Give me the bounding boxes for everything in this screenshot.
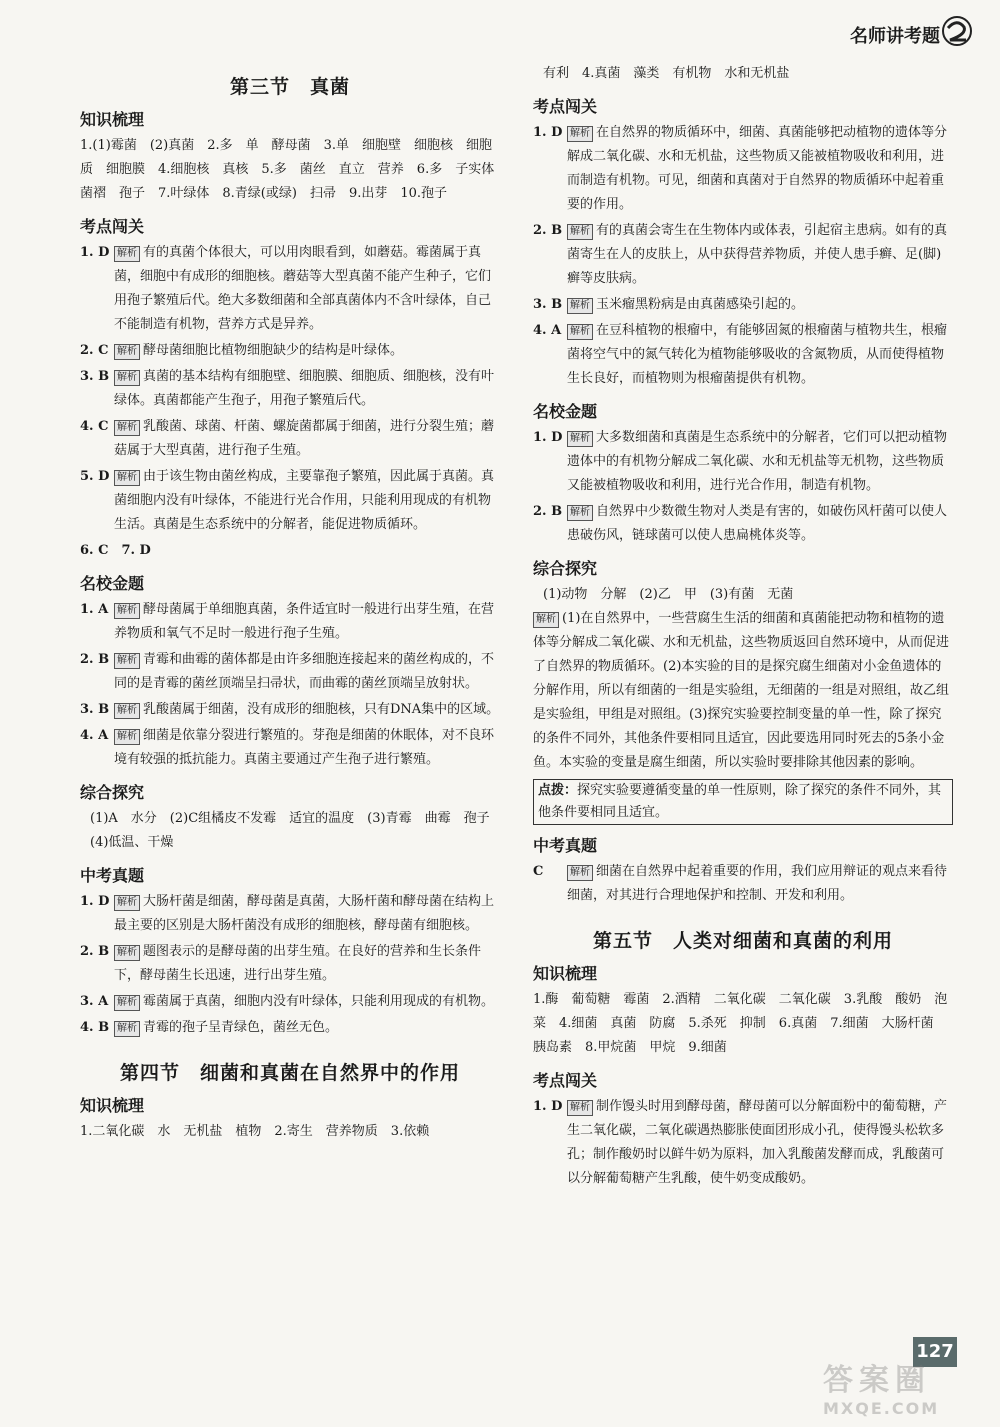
s3-exam-list	[80, 890, 500, 1040]
s3-checkpoint-list	[80, 241, 500, 537]
s3-knowledge-text: 1.(1)霉菌 (2)真菌 2.多 单 酵母菌 3.单 细胞壁 细胞核 细胞质 细胞膜 4.细胞核 真核 5.多 菌丝 直立 营养 6.多 子实体 菌褶 孢子 7.叶绿体 8.青绿(或绿) 扫帚 9.出芽 10.孢子	[80, 138, 508, 201]
answer-item: 1. D 解析 大肠杆菌是细菌，酵母菌是真菌，大肠杆菌和酵母菌在结构上最主要的区别是大肠杆菌没有成形的细胞核，酵母菌有细胞核。	[80, 894, 495, 933]
answer-item: 4. B 解析 青霉的孢子呈青绿色，菌丝无色。	[80, 1020, 339, 1035]
answer-item: 1. D 解析 有的真菌个体很大，可以用肉眼看到，如蘑菇。霉菌属于真菌，细胞中有成形的细胞核。蘑菇等大型真菌不能产生种子，它们用孢子繁殖后代。绝大多数细菌和全部真菌体内不含叶绿体，自己不能制造有机物，营养方式是异养。	[80, 245, 492, 332]
s4-knowledge-heading: 知识梳理	[80, 1096, 145, 1115]
analysis-tag: 解析	[114, 344, 140, 360]
answer-item: 3. B 解析 真菌的基本结构有细胞壁、细胞膜、细胞质、细胞核，没有叶绿体。真菌都能产生孢子，用孢子繁殖后代。	[80, 369, 495, 408]
answer-item: 3. B 解析 乳酸菌属于细菌，没有成形的细胞核，只有DNA集中的区域。	[80, 702, 500, 717]
watermark: 答案圈 MXQE.COM	[823, 1363, 940, 1418]
s4-checkpoint-heading: 考点闯关	[533, 97, 598, 116]
answer-item: 2. B 解析 自然界中少数微生物对人类是有害的，如破伤风杆菌可以使人患破伤风，链球菌可以使人患扁桃体炎等。	[533, 504, 948, 543]
analysis-tag: 解析	[114, 653, 140, 669]
answer-item: 1. A 解析 酵母菌属于单细胞真菌，条件适宜时一般进行出芽生殖，在营养物质和氧气不足时一般进行孢子生殖。	[80, 602, 495, 641]
analysis-tag: 解析	[567, 505, 593, 521]
analysis-tag: 解析	[114, 246, 140, 262]
analysis-tag: 解析	[533, 612, 559, 628]
analysis-tag: 解析	[114, 603, 140, 619]
answer-item: 1. D 解析 制作馒头时用到酵母菌，酵母菌可以分解面粉中的葡萄糖，产生二氧化碳，二氧化碳遇热膨胀使面团形成小孔，使得馒头松软多孔；制作酸奶时以鲜牛奶为原料，加入乳酸菌发酵而成，乳酸菌可以分解葡萄糖产生乳酸，使牛奶变成酸奶。	[533, 1099, 948, 1186]
analysis-tag: 解析	[567, 431, 593, 447]
s3-explore-text: (1)A 水分 (2)C组橘皮不发霉 适宜的温度 (3)青霉 曲霉 孢子 (4)低温、干燥	[90, 811, 503, 850]
s3-school-heading: 名校金题	[80, 574, 145, 593]
s5-knowledge-text: 1.酶 葡萄糖 霉菌 2.酒精 二氧化碳 二氧化碳 3.乳酸 酸奶 泡菜 4.细菌 真菌 防腐 5.杀死 抑制 6.真菌 7.细菌 大肠杆菌 胰岛素 8.甲烷菌 甲烷 9.细菌	[533, 992, 948, 1055]
analysis-tag: 解析	[567, 298, 593, 314]
answer-item: 3. A 解析 霉菌属于真菌，细胞内没有叶绿体，只能利用现成的有机物。	[80, 994, 495, 1009]
s4-school-list	[533, 426, 953, 548]
s4-tip-box: 点拨：探究实验要遵循变量的单一性原则，除了探究的条件不同外，其他条件要相同且适宜。	[533, 779, 953, 825]
analysis-tag: 解析	[567, 126, 593, 142]
analysis-tag: 解析	[114, 1021, 140, 1037]
s5-checkpoint-list	[533, 1095, 953, 1191]
s4-explore-analysis: 解析 (1)在自然界中，一些营腐生生活的细菌和真菌能把动物和植物的遗体等分解成二氧化碳、水和无机盐，这些物质返回自然环境中，从而促进了自然界的物质循环。(2)本实验的目的是探究腐生细菌对小金鱼遗体的分解作用，所以有细菌的一组是实验组，无细菌的一组是对照组，故乙组是实验组，甲组是对照组。(3)探究实验要控制变量的单一性，除了探究的条件不同外，其他条件要相同且适宜，因此要选用同时死去的5条小金鱼。本实验的变量是腐生细菌，所以实验时要排除其他因素的影响。	[533, 611, 950, 770]
analysis-tag: 解析	[114, 420, 140, 436]
s4-knowledge-text: 1.二氧化碳 水 无机盐 植物 2.寄生 营养物质 3.依赖	[80, 1124, 430, 1139]
s4-exam-heading: 中考真题	[533, 836, 598, 855]
s3-checkpoint-extra: 6. C 7. D	[80, 543, 151, 558]
s4-school-heading: 名校金题	[533, 402, 598, 421]
analysis-tag: 解析	[114, 729, 140, 745]
analysis-tag: 解析	[114, 895, 140, 911]
analysis-tag: 解析	[114, 945, 140, 961]
right-column	[533, 62, 953, 1193]
s4-checkpoint-list	[533, 121, 953, 391]
s4-knowledge-cont: 有利 4.真菌 藻类 有机物 水和无机盐	[543, 66, 790, 81]
answer-item: 1. D 解析 大多数细菌和真菌是生态系统中的分解者，它们可以把动植物遗体中的有机物分解成二氧化碳、水和无机盐等无机物，这些物质又能被植物吸收和利用，进行光合作用，制造有机物。	[533, 430, 948, 493]
analysis-tag: 解析	[114, 370, 140, 386]
answer-item: 4. A 解析 细菌是依靠分裂进行繁殖的。芽孢是细菌的休眠体，对不良环境有较强的抵抗能力。真菌主要通过产生孢子进行繁殖。	[80, 728, 495, 767]
s3-exam-heading: 中考真题	[80, 866, 145, 885]
brand-title: 名师讲考题	[850, 26, 940, 47]
s5-checkpoint-heading: 考点闯关	[533, 1071, 598, 1090]
answer-item: 2. B 解析 题图表示的是酵母菌的出芽生殖。在良好的营养和生长条件下，酵母菌生长迅速，进行出芽生殖。	[80, 944, 482, 983]
s4-explore-answer: (1)动物 分解 (2)乙 甲 (3)有菌 无菌	[543, 587, 794, 602]
answer-item: 2. B 解析 有的真菌会寄生在生物体内或体表，引起宿主患病。如有的真菌寄生在人的皮肤上，从中获得营养物质，并使人患手癣、足(脚)癣等皮肤病。	[533, 223, 948, 286]
s4-exam-item: C 解析 细菌在自然界中起着重要的作用，我们应用辩证的观点来看待细菌，对其进行合理地保护和控制、开发和利用。	[533, 864, 948, 903]
analysis-tag: 解析	[567, 324, 593, 340]
s4-explore-heading: 综合探究	[533, 559, 598, 578]
section-4-title: 第四节 细菌和真菌在自然界中的作用	[119, 1062, 460, 1084]
answer-item: 2. C 解析 酵母菌细胞比植物细胞缺少的结构是叶绿体。	[80, 343, 404, 358]
analysis-tag: 解析	[567, 224, 593, 240]
analysis-tag: 解析	[114, 995, 140, 1011]
answer-item: 4. C 解析 乳酸菌、球菌、杆菌、螺旋菌都属于细菌，进行分裂生殖；蘑菇属于大型真菌，进行孢子生殖。	[80, 419, 495, 458]
s3-explore-heading: 综合探究	[80, 783, 145, 802]
brand-logo-icon	[940, 14, 974, 48]
page-number: 127	[913, 1337, 957, 1367]
analysis-tag: 解析	[567, 1100, 593, 1116]
s3-checkpoint-heading: 考点闯关	[80, 217, 145, 236]
s3-knowledge-heading: 知识梳理	[80, 110, 145, 129]
answer-item: 5. D 解析 由于该生物由菌丝构成，主要靠孢子繁殖，因此属于真菌。真菌细胞内没有叶绿体，不能进行光合作用，只能利用现成的有机物生活。真菌是生态系统中的分解者，能促进物质循环。	[80, 469, 495, 532]
s3-school-list	[80, 598, 500, 772]
analysis-tag: 解析	[114, 703, 140, 719]
answer-item: 2. B 解析 青霉和曲霉的菌体都是由许多细胞连接起来的菌丝构成的，不同的是青霉的菌丝顶端呈扫帚状，而曲霉的菌丝顶端呈放射状。	[80, 652, 495, 691]
analysis-tag: 解析	[114, 470, 140, 486]
answer-item: 1. D 解析 在自然界的物质循环中，细菌、真菌能够把动植物的遗体等分解成二氧化碳、水和无机盐，这些物质又能被植物吸收和利用，进而制造有机物。可见，细菌和真菌对于自然界的物质循环中起着重要的作用。	[533, 125, 948, 212]
answer-item: 4. A 解析 在豆科植物的根瘤中，有能够固氮的根瘤菌与植物共生，根瘤菌将空气中的氮气转化为植物能够吸收的含氮物质，从而使得植物生长良好，而植物则为根瘤菌提供有机物。	[533, 323, 948, 386]
s5-knowledge-heading: 知识梳理	[533, 964, 598, 983]
left-column	[80, 66, 508, 1144]
section-3-title: 第三节 真菌	[229, 76, 350, 98]
answer-item: 3. B 解析 玉米瘤黑粉病是由真菌感染引起的。	[533, 297, 805, 312]
section-5-title: 第五节 人类对细菌和真菌的利用	[592, 930, 893, 952]
